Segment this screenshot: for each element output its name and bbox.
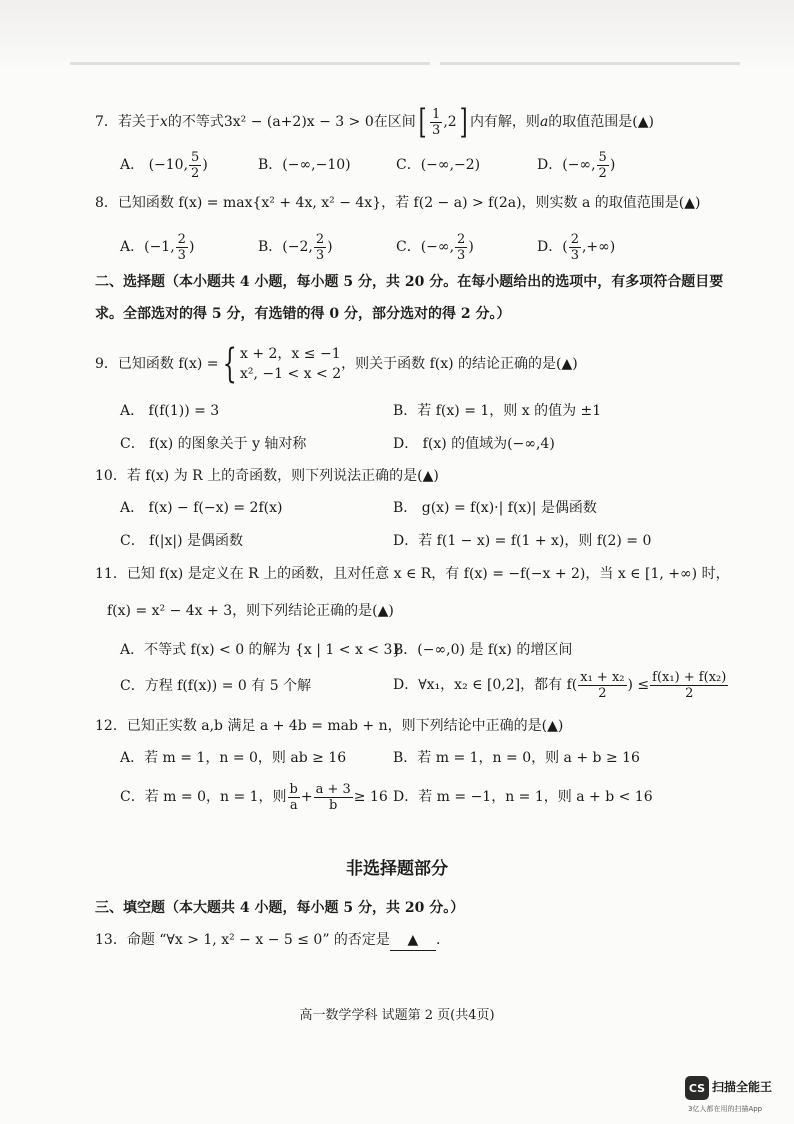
q9-case-2: x², −1 < x < 2 (240, 366, 342, 382)
q10-option-c: C． f(|x|) 是偶函数 (120, 533, 244, 549)
section-2-heading-cont: 求。全部选对的得 5 分，有选错的得 0 分，部分选对的得 2 分。） (95, 306, 511, 322)
q9-option-d: D． f(x) 的值域为(−∞,4) (393, 436, 555, 452)
q7-option-d: D．(−∞, $\frac{5}{2}$ ) (537, 149, 616, 181)
part-title: 非选择题部分 (346, 859, 448, 879)
q9-case-1: x + 2，x ≤ −1 (240, 346, 341, 362)
q8-option-d: D．( $\frac{2}{3}$ ,+∞) (537, 231, 616, 263)
q9-option-a: A． f(f(1)) = 3 (120, 403, 220, 419)
bleed-through-line (440, 62, 740, 65)
q12-option-b: B．若 m = 1，n = 0，则 a + b ≥ 16 (393, 750, 640, 766)
question-12-stem: 12．已知正实数 a,b 满足 a + 4b = mab + n，则下列结论中正确的是(▲) (95, 718, 564, 734)
q12-option-d: D．若 m = −1，n = 1，则 a + b < 16 (393, 789, 653, 805)
q11-option-c: C．方程 f(f(x)) = 0 有 5 个解 (120, 678, 312, 694)
bleed-through-top (0, 0, 794, 70)
bleed-through-line (70, 62, 430, 65)
q11-option-a: A．不等式 f(x) < 0 的解为 {x | 1 < x < 3} (120, 642, 402, 658)
answer-blank: ▲ (390, 930, 436, 951)
question-8-stem: 8．已知函数 f(x) = max{x² + 4x, x² − 4x}，若 f(2 − a) > f(2a)，则实数 a 的取值范围是(▲) (95, 195, 701, 211)
question-9-stem: 9．已知函数 f(x) ={ x + 2，x ≤ −1 x², −1 < x < 2 ，则关于函数 f(x) 的结论正确的是(▲) (95, 341, 578, 387)
scanner-brand: 扫描全能王 (712, 1080, 773, 1094)
q7-option-a: A． (−10, $\frac{5}{2}$ ) (120, 149, 208, 181)
q11-option-d: D．∀x₁，x₂ ∈ [0,2]，都有 f( $\frac{\text{x₁ + x₂}}{2}$ ) ≤ $\frac{\text{f(x₁) + f(x₂)}}{2}$ (393, 669, 727, 701)
q9-option-b: B．若 f(x) = 1，则 x 的值为 ±1 (393, 403, 602, 419)
q8-option-a: A．(−1, $\frac{2}{3}$ ) (120, 231, 195, 263)
camscanner-logo-icon: CS (685, 1076, 709, 1100)
question-11-stem: 11．已知 f(x) 是定义在 R 上的函数，且对任意 x ∈ R，有 f(x) = −f(−x + 2)，当 x ∈ [1, +∞) 时， (95, 566, 730, 582)
q8-option-c: C．(−∞, $\frac{2}{3}$ ) (396, 231, 474, 263)
answer-triangle: ▲ (684, 195, 696, 211)
q10-option-d: D．若 f(1 − x) = f(1 + x)，则 f(2) = 0 (393, 533, 652, 549)
scanner-tagline: 3亿人都在用的扫描App (688, 1105, 763, 1113)
answer-triangle: ▲ (377, 603, 389, 619)
q7-inequality: 3x² − (a+2)x − 3 > 0 (223, 114, 374, 130)
answer-triangle: ▲ (422, 468, 434, 484)
question-13-stem: 13．命题 “∀x > 1, x² − x − 5 ≤ 0” 的否定是 ▲ . (95, 930, 440, 951)
q10-option-b: B． g(x) = f(x)·| f(x)| 是偶函数 (393, 500, 597, 516)
q7-option-c: C．(−∞,−2) (396, 157, 481, 173)
section-3-heading: 三、填空题（本大题共 4 小题，每小题 5 分，共 20 分。） (95, 900, 465, 916)
section-2-heading: 二、选择题（本小题共 4 小题，每小题 5 分，共 20 分。在每小题给出的选项中，有多项符合题目要 (95, 274, 724, 290)
answer-triangle: ▲ (637, 114, 649, 130)
question-10-stem: 10．若 f(x) 为 R 上的奇函数，则下列说法正确的是(▲) (95, 468, 439, 484)
q12-option-a: A．若 m = 1，n = 0，则 ab ≥ 16 (120, 750, 347, 766)
q12-option-c: C．若 m = 0，n = 1，则 $\frac{b}{a}$ + $\frac{a + 3}{b}$ ≥ 16 (120, 781, 388, 813)
q11-option-b: B．(−∞,0) 是 f(x) 的增区间 (393, 642, 573, 658)
q9-option-c: C． f(x) 的图象关于 y 轴对称 (120, 436, 307, 452)
q7-option-b: B．(−∞,−10) (258, 157, 351, 173)
answer-triangle: ▲ (561, 356, 573, 372)
q8-option-b: B．(−2, $\frac{2}{3}$ ) (258, 231, 333, 263)
question-7-stem: 7．若关于x的不等式3x² − (a+2)x − 3 > 0在区间[ $\frac{1}{3}$ ,2] 内有解，则a的取值范围是(▲) (95, 102, 655, 142)
answer-triangle: ▲ (547, 718, 558, 734)
question-11-stem-cont: f(x) = x² − 4x + 3，则下列结论正确的是(▲) (107, 603, 394, 619)
q10-option-a: A． f(x) − f(−x) = 2f(x) (120, 500, 283, 516)
page-footer: 高一数学学科 试题第 2 页(共4页) (299, 1008, 495, 1023)
